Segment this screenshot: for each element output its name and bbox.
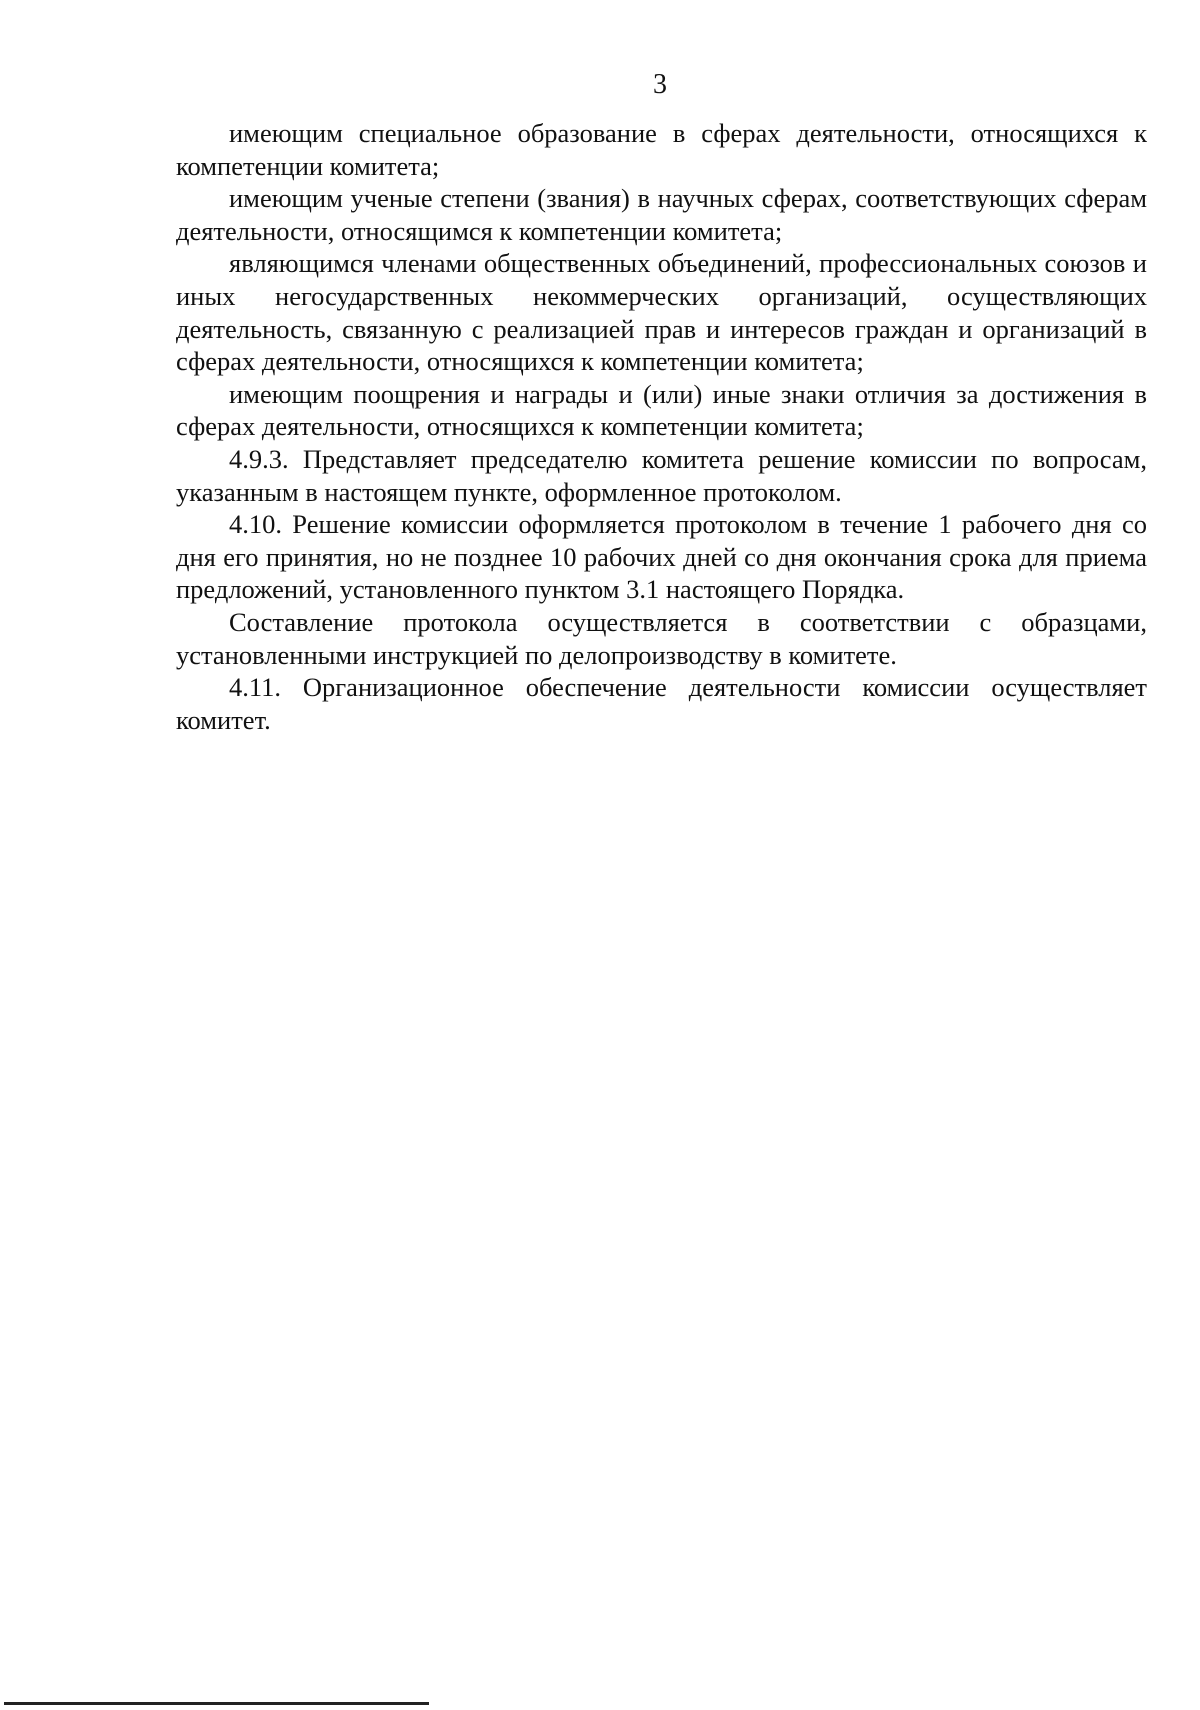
paragraph-4-9-3: 4.9.3. Представляет председателю комитета решение комиссии по вопросам, указанным в настоящем пункте, оформленное протоколом.	[176, 443, 1147, 507]
paragraph-special-education: имеющим специальное образование в сферах деятельности, относящихся к компетенции комитета;	[176, 118, 1147, 181]
paragraph-public-associations: являющимся членами общественных объединений, профессиональных союзов и иных негосударственных некоммерческих организаций, осуществляющих деятельность, связанную с реализацией прав и интересов граждан и организаций в сферах деятельности, относящихся к компетенции комитета;	[176, 248, 1147, 377]
bottom-divider	[4, 1702, 429, 1705]
paragraph-4-10: 4.10. Решение комиссии оформляется протоколом в течение 1 рабочего дня со дня его принятия, но не позднее 10 рабочих дней со дня окончания срока для приема предложений, установленного пунктом 3.1 настоящего Порядка.	[176, 509, 1147, 605]
paragraph-4-11: 4.11. Организационное обеспечение деятельности комиссии осуществляет комитет.	[176, 672, 1147, 735]
page-number: 3	[653, 69, 667, 100]
paragraph-academic-degrees: имеющим ученые степени (звания) в научных сферах, соответствующих сферам деятельности, относящимся к компетенции комитета;	[176, 183, 1147, 246]
paragraph-awards: имеющим поощрения и награды и (или) иные знаки отличия за достижения в сферах деятельности, относящихся к компетенции комитета;	[176, 378, 1147, 442]
document-body	[176, 117, 1147, 736]
paragraph-protocol-drafting: Составление протокола осуществляется в соответствии с образцами, установленными инструкцией по делопроизводству в комитете.	[176, 606, 1147, 670]
